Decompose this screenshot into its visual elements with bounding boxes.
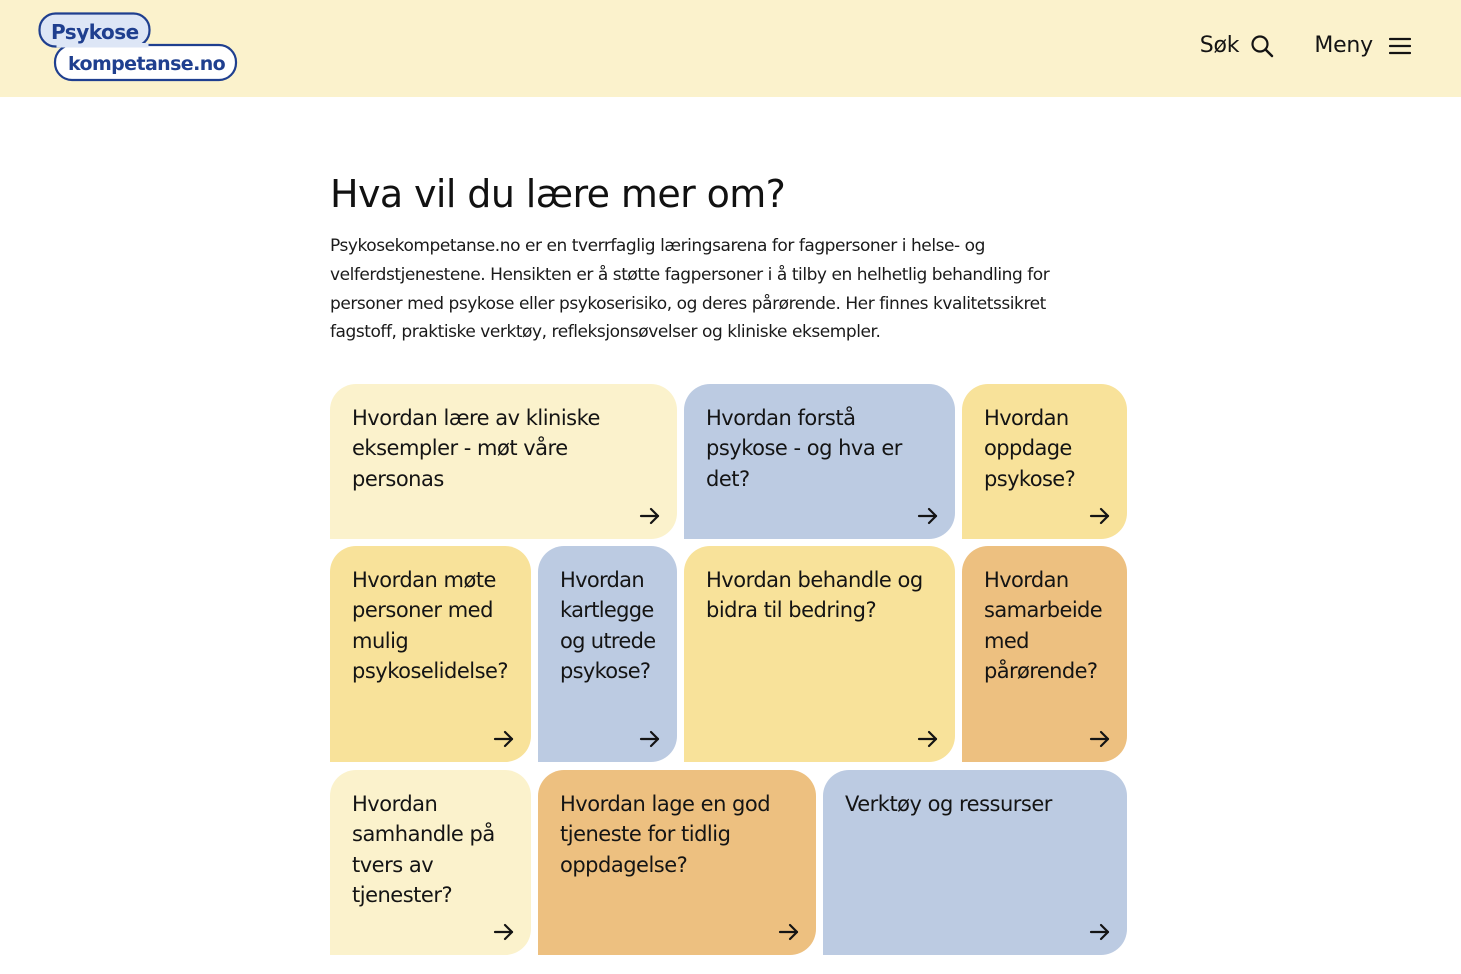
intro-paragraph: Psykosekompetanse.no er en tverrfaglig læringsarena for fagpersoner i helse- og velferdstjenestene. Hensikten er å støtte fagpersoner i å tilby en helhetlig behandling for personer med psykose eller psykoserisiko, og deres pårørende. Her finnes kvalitetssikret fagstoff, praktiske verktøy, refleksjonsøvelser og kliniske eksempler.	[330, 236, 1050, 343]
topic-card-tidlig-oppdagelse[interactable]	[538, 770, 816, 955]
card-title: Hvordan behandle og bidra til bedring?	[706, 568, 923, 623]
card-title: Hvordan møte personer med mulig psykoselidelse?	[352, 568, 509, 684]
menu-label: Meny	[1314, 33, 1373, 58]
site-header	[0, 0, 1461, 97]
arrow-right-icon	[493, 921, 515, 943]
card-title: Hvordan samarbeide med pårørende?	[984, 568, 1103, 684]
card-title: Hvordan kartlegge og utrede psykose?	[560, 568, 656, 684]
main-content	[330, 168, 1130, 347]
topic-card-verktoy-ressurser[interactable]	[823, 770, 1127, 955]
hamburger-menu-icon	[1389, 36, 1411, 56]
arrow-right-icon	[1089, 728, 1111, 750]
logo-line2: kompetanse.no	[68, 53, 226, 75]
topic-card-mote-personer[interactable]	[330, 546, 531, 762]
card-title: Hvordan lære av kliniske eksempler - møt våre personas	[352, 406, 600, 491]
arrow-right-icon	[917, 505, 939, 527]
card-title: Hvordan lage en god tjeneste for tidlig oppdagelse?	[560, 792, 771, 877]
topic-card-behandle-bedring[interactable]	[684, 546, 955, 762]
card-title: Hvordan samhandle på tvers av tjenester?	[352, 792, 495, 908]
arrow-right-icon	[1089, 505, 1111, 527]
arrow-right-icon	[493, 728, 515, 750]
topic-card-kliniske-eksempler[interactable]	[330, 384, 677, 539]
card-title: Verktøy og ressurser	[845, 792, 1052, 816]
card-title: Hvordan oppdage psykose?	[984, 406, 1076, 491]
search-label: Søk	[1199, 33, 1240, 58]
arrow-right-icon	[639, 505, 661, 527]
header-actions	[1200, 26, 1411, 66]
logo-line1: Psykose	[51, 20, 139, 44]
menu-button[interactable]	[1314, 26, 1411, 66]
topic-card-oppdage-psykose[interactable]	[962, 384, 1127, 539]
site-logo[interactable]	[38, 12, 238, 82]
topic-card-samhandle-tjenester[interactable]	[330, 770, 531, 955]
arrow-right-icon	[917, 728, 939, 750]
topic-card-kartlegge-utrede[interactable]	[538, 546, 677, 762]
page-title: Hva vil du lære mer om?	[330, 172, 786, 216]
topic-card-samarbeide-parorende[interactable]	[962, 546, 1127, 762]
search-button[interactable]	[1200, 26, 1275, 66]
arrow-right-icon	[778, 921, 800, 943]
topic-card-forsta-psykose[interactable]	[684, 384, 955, 539]
search-icon	[1250, 34, 1274, 58]
card-title: Hvordan forstå psykose - og hva er det?	[706, 406, 902, 491]
logo-graphic	[38, 12, 238, 82]
arrow-right-icon	[639, 728, 661, 750]
arrow-right-icon	[1089, 921, 1111, 943]
